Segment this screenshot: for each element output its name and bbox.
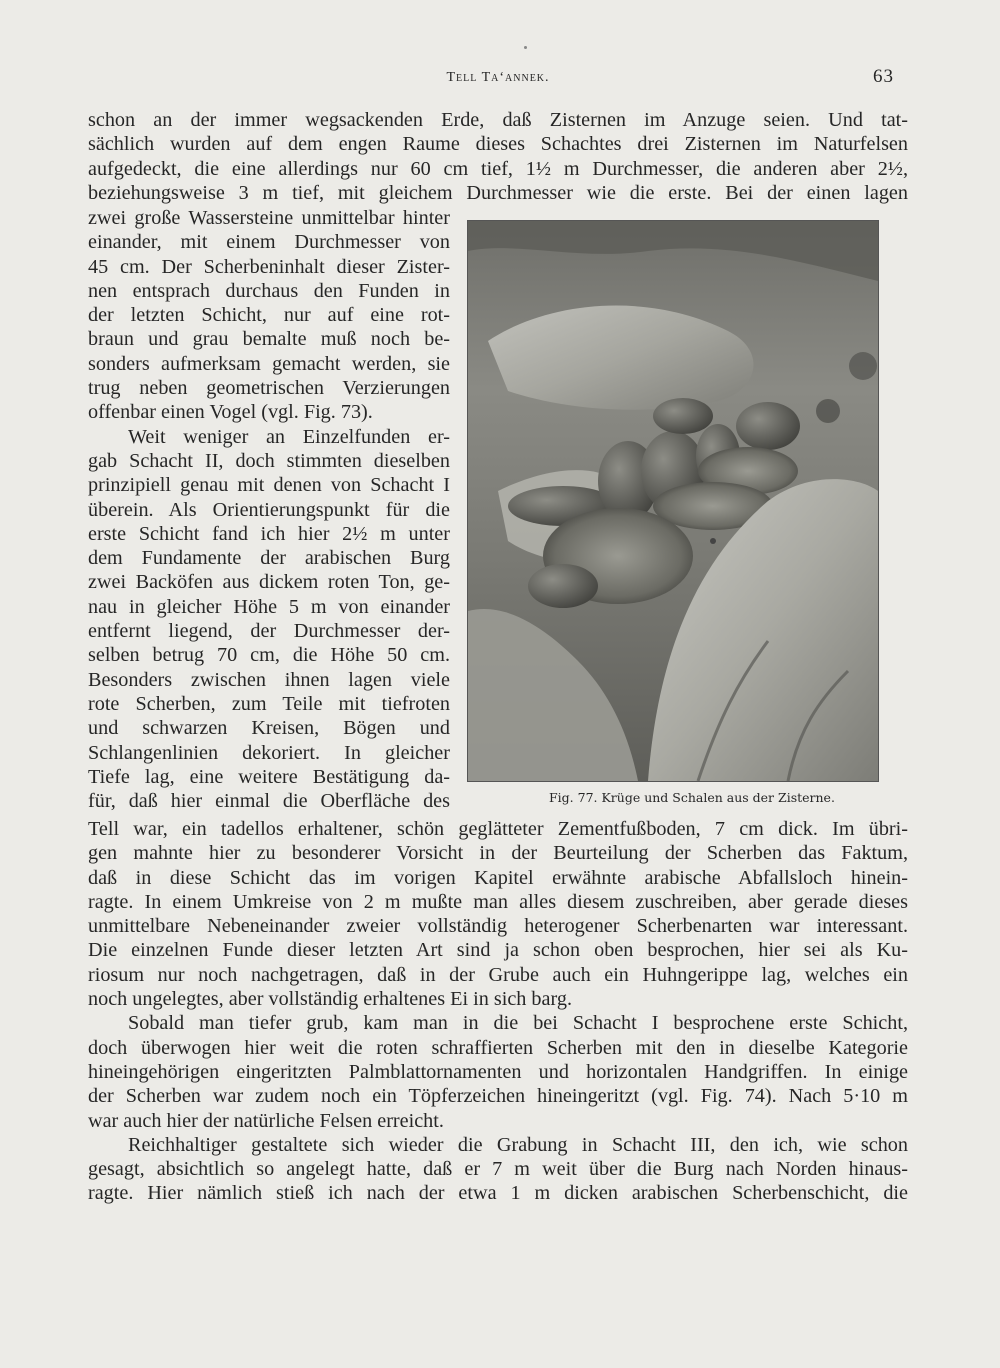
text-line: zwei große Wassersteine unmittelbar hinter — [88, 207, 450, 229]
text-line: nen entsprach durchaus den Funden in — [88, 279, 450, 302]
text-line: sächlich wurden auf dem engen Raume dieses Schachtes drei Zisternen im Naturfelsen — [88, 133, 908, 156]
text-line: prinzipiell genau mit denen von Schacht I — [88, 474, 450, 497]
running-title: Tell Ta‘annek. — [446, 70, 550, 85]
photo-illustration — [468, 221, 878, 781]
text-line: erste Schicht fand ich hier 2½ m unter — [88, 522, 450, 545]
text-line: sonders aufmerksam gemacht werden, sie — [88, 352, 450, 375]
text-line: Die einzelnen Funde dieser letzten Art sind ja schon oben besprochen, hier sei als Ku- — [88, 939, 908, 962]
stone — [816, 399, 840, 423]
text-line: für, daß hier einmal die Oberfläche des — [88, 790, 450, 813]
text-block-top — [88, 108, 908, 205]
text-line: rote Scherben, zum Teile mit tiefroten — [88, 692, 450, 715]
text-line: und schwarzen Kreisen, Bögen und — [88, 717, 450, 740]
text-line: Tell war, ein tadellos erhaltener, schön geglätteter Zementfußboden, 7 cm dick. Im übri- — [88, 818, 908, 840]
text-line: unmittelbare Nebeneinander zweier vollständig heterogener Scherbenarten war interessant. — [88, 915, 908, 938]
text-line: gesagt, absichtlich so angelegt hatte, daß er 7 m weit über die Burg nach Norden hinaus- — [88, 1158, 908, 1181]
text-line: daß in diese Schicht das im vorigen Kapitel erwähnte arabische Abfallsloch hinein- — [88, 866, 908, 889]
page-number: 63 — [873, 66, 894, 87]
text-line: war auch hier der natürliche Felsen erreicht. — [88, 1109, 444, 1132]
text-line: braun und grau bemalte muß noch be- — [88, 328, 450, 351]
text-line: entfernt liegend, der Durchmesser der- — [88, 620, 450, 643]
photo-jugs-and-bowls — [467, 220, 879, 782]
text-line: Weit weniger an Einzelfunden er- — [128, 425, 450, 448]
text-line: schon an der immer wegsackenden Erde, daß Zisternen im Anzuge seien. Und tat- — [88, 109, 908, 131]
text-block-bottom — [88, 817, 908, 1206]
text-line: riosum nur noch nachgetragen, daß in der Grube auch ein Huhngerippe lag, welches ein — [88, 963, 908, 986]
rock-pit — [710, 538, 716, 544]
text-line: einander, mit einem Durchmesser von — [88, 231, 450, 254]
text-line: hineingehörigen eingeritzten Palmblattornamenten und horizontalen Handgriffen. In einige — [88, 1060, 908, 1083]
text-line: der letzten Schicht, nur auf eine rot- — [88, 304, 450, 327]
jug-shape — [736, 402, 800, 450]
stone — [849, 352, 877, 380]
text-line: gen mahnte hier zu besonderer Vorsicht in der Beurteilung der Scherben das Faktum, — [88, 842, 908, 865]
text-line: aufgedeckt, die eine allerdings nur 60 cm tief, 1½ m Durchmesser, die anderen aber 2½, — [88, 157, 908, 180]
text-line: überein. Als Orientierungspunkt für die — [88, 498, 450, 521]
jug-shape — [653, 398, 713, 434]
text-line: Besonders zwischen ihnen lagen viele — [88, 668, 450, 691]
text-line: Schlangenlinien dekoriert. In gleicher — [88, 741, 450, 764]
text-line: noch ungelegtes, aber vollständig erhaltenes Ei in sich barg. — [88, 988, 572, 1011]
text-line: beziehungsweise 3 m tief, mit gleichem Durchmesser wie die erste. Bei der einen lagen — [88, 181, 908, 204]
text-line: selben betrug 70 cm, die Höhe 50 cm. — [88, 644, 450, 667]
text-line: der Scherben war zudem noch ein Töpferzeichen hineingeritzt (vgl. Fig. 74). Nach 5·10 m — [88, 1085, 908, 1108]
text-line: trug neben geometrischen Verzierungen — [88, 377, 450, 400]
text-line: zwei Backöfen aus dickem roten Ton, ge- — [88, 571, 450, 594]
text-line: offenbar einen Vogel (vgl. Fig. 73). — [88, 401, 373, 424]
print-speck — [524, 46, 527, 49]
text-block-left-column — [88, 206, 450, 813]
text-line: Sobald man tiefer grub, kam man in die bei Schacht I besprochene erste Schicht, — [128, 1012, 908, 1035]
text-line: ragte. In einem Umkreise von 2 m mußte man alles diesem zuschreiben, aber gerade dieses — [88, 890, 908, 913]
running-head — [88, 68, 908, 92]
figure-caption: Fig. 77. Krüge und Schalen aus der Zisterne. — [549, 790, 835, 805]
figure-77 — [467, 220, 877, 805]
text-line: 45 cm. Der Scherbeninhalt dieser Zister- — [88, 255, 450, 278]
text-line: ragte. Hier nämlich stieß ich nach der etwa 1 m dicken arabischen Scherbenschicht, die — [88, 1182, 908, 1205]
text-line: Reichhaltiger gestaltete sich wieder die Grabung in Schacht III, den ich, wie schon — [128, 1133, 908, 1156]
jug-shape — [528, 564, 598, 608]
text-line: dem Fundamente der arabischen Burg — [88, 547, 450, 570]
text-line: doch überwogen hier weit die roten schraffierten Scherben mit den in dieselbe Kategorie — [88, 1036, 908, 1059]
text-line: nau in gleicher Höhe 5 m von einander — [88, 595, 450, 618]
text-line: Tiefe lag, eine weitere Bestätigung da- — [88, 765, 450, 788]
text-line: gab Schacht II, doch stimmten dieselben — [88, 449, 450, 472]
